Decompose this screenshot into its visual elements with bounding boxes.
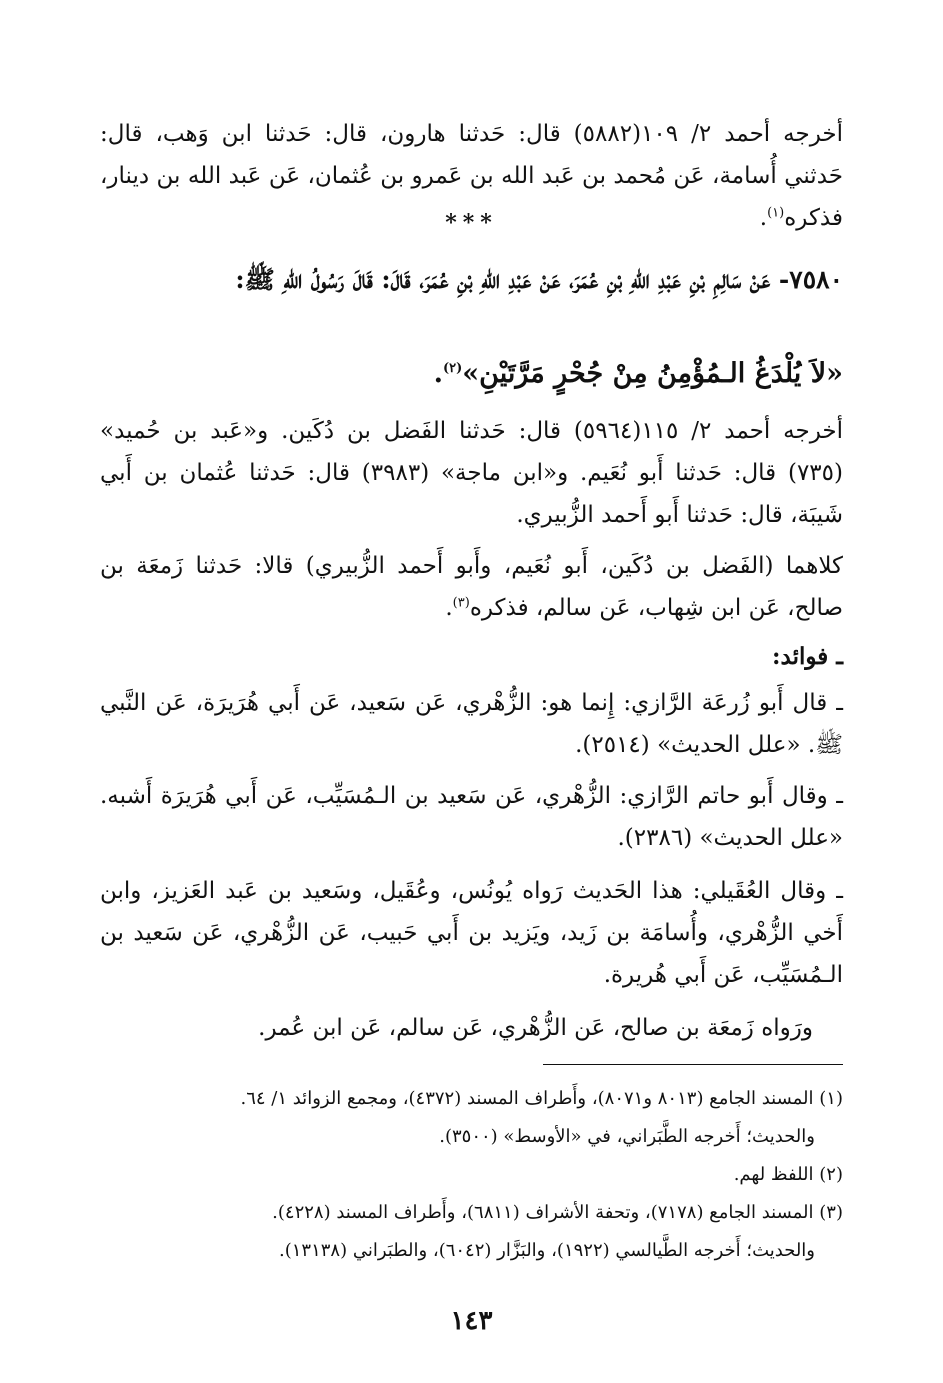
hadith-matn <box>100 352 843 396</box>
sentence-end: . <box>445 595 453 621</box>
footnote-ref[interactable]: (٢) <box>443 361 463 376</box>
footnote-3: (٣) المسند الجامع (٧١٧٨)، وتحفة الأشراف (٦٨١١)، وأَطراف المسند (٤٢٢٨). <box>272 1202 843 1223</box>
footnote-ref[interactable]: (١) <box>767 205 785 221</box>
footnote-3-continuation: والحديث؛ أَخرجه الطَّيالسي (١٩٢٢)، والبَزَّار (٦٠٤٢)، والطبَراني (١٣١٣٨). <box>279 1240 815 1261</box>
fawaid-item: ورَواه زَمعَة بن صالح، عَن الزُّهْري، عَن سالم، عَن ابن عُمر. <box>258 1015 813 1041</box>
footnote-1: (١) المسند الجامع (٨٠١٣ و٨٠٧١)، وأَطراف المسند (٤٣٧٢)، ومجمع الزوائد ١/ ٦٤. <box>240 1088 843 1109</box>
footnote-ref[interactable]: (٣) <box>452 595 470 611</box>
footnote-divider <box>543 1064 843 1065</box>
page-number: ١٤٣ <box>450 1306 493 1336</box>
fawaid-heading: ـ فوائد: <box>772 643 843 670</box>
hadith-matn-text: «لاَ يُلْدَغُ الـمُؤْمِنُ مِنْ جُحْرٍ مَرَّتَيْنِ» <box>462 358 843 389</box>
sentence-end: . <box>433 358 443 389</box>
footnote-2: (٢) اللفظ لهم. <box>733 1164 843 1185</box>
sentence-end: . <box>759 205 768 231</box>
fawaid-item: ـ قال أَبو زُرعَة الرَّازي: إِنما هو: الزُّهْري، عَن سَعيد، عَن أَبي هُرَيرَة، عَن النَّبي ﷺ. «علل الحديث» (٢٥١٤). <box>100 690 843 758</box>
takhrij-text: أخرجه أحمد ٢/ ١٠٩(٥٨٨٢) قال: حَدثنا هارون، قال: حَدثنا ابن وَهب، قال: حَدثني أُسامة، عَن مُحمد بن عَبد الله بن عَمرو بن عُثمان، عَن عَبد الله بن دينار، فذكره <box>100 121 843 231</box>
hadith-isnad: ٧٥٨٠- عَنْ سَالِمِ بْنِ عَبْدِ اللهِ بْنِ عُمَرَ، عَنْ عَبْدِ اللهِ بْنِ عُمَرَ، قَالَ: قَالَ رَسُولُ اللهِ ﷺ: <box>235 265 843 294</box>
footnote-1-continuation: والحديث؛ أَخرجه الطَّبَراني، في «الأوسط» (٣٥٠٠). <box>439 1126 815 1147</box>
takhrij-paragraph <box>100 545 843 629</box>
footnotes <box>100 1080 843 1270</box>
takhrij-paragraph: أخرجه أحمد ٢/ ١١٥(٥٩٦٤) قال: حَدثنا الفَضل بن دُكَين. و«عَبد بن حُميد» (٧٣٥) قال: حَدثنا أَبو نُعَيم. و«ابن ماجة» (٣٩٨٣) قال: حَدثنا عُثمان بن أَبي شَيبَة، قال: حَدثنا أَبو أَحمد الزُّبيري. <box>100 418 844 528</box>
takhrij-text: كلاهما (الفَضل بن دُكَين، أَبو نُعَيم، وأَبو أَحمد الزُّبيري) قالا: حَدثنا زَمعَة بن صالح، عَن ابن شِهاب، عَن سالم، فذكره <box>100 553 843 621</box>
section-separator: *** <box>445 210 498 236</box>
fawaid-item: ـ وقال أَبو حاتم الرَّازي: الزُّهْري، عَن سَعيد بن الـمُسَيِّب، عَن أَبي هُرَيرَة أَشبه. «علل الحديث» (٢٣٨٦). <box>100 783 843 851</box>
fawaid-item: ـ وقال العُقَيلي: هذا الحَديث رَواه يُونُس، وعُقَيل، وسَعيد بن عَبد العَزيز، وابن أَخي الزُّهْري، وأُسامَة بن زَيد، ويَزيد بن أَبي حَبيب، عَن الزُّهْري، عَن سَعيد بن الـمُسَيِّب، عَن أَبي هُريرة. <box>100 878 843 988</box>
